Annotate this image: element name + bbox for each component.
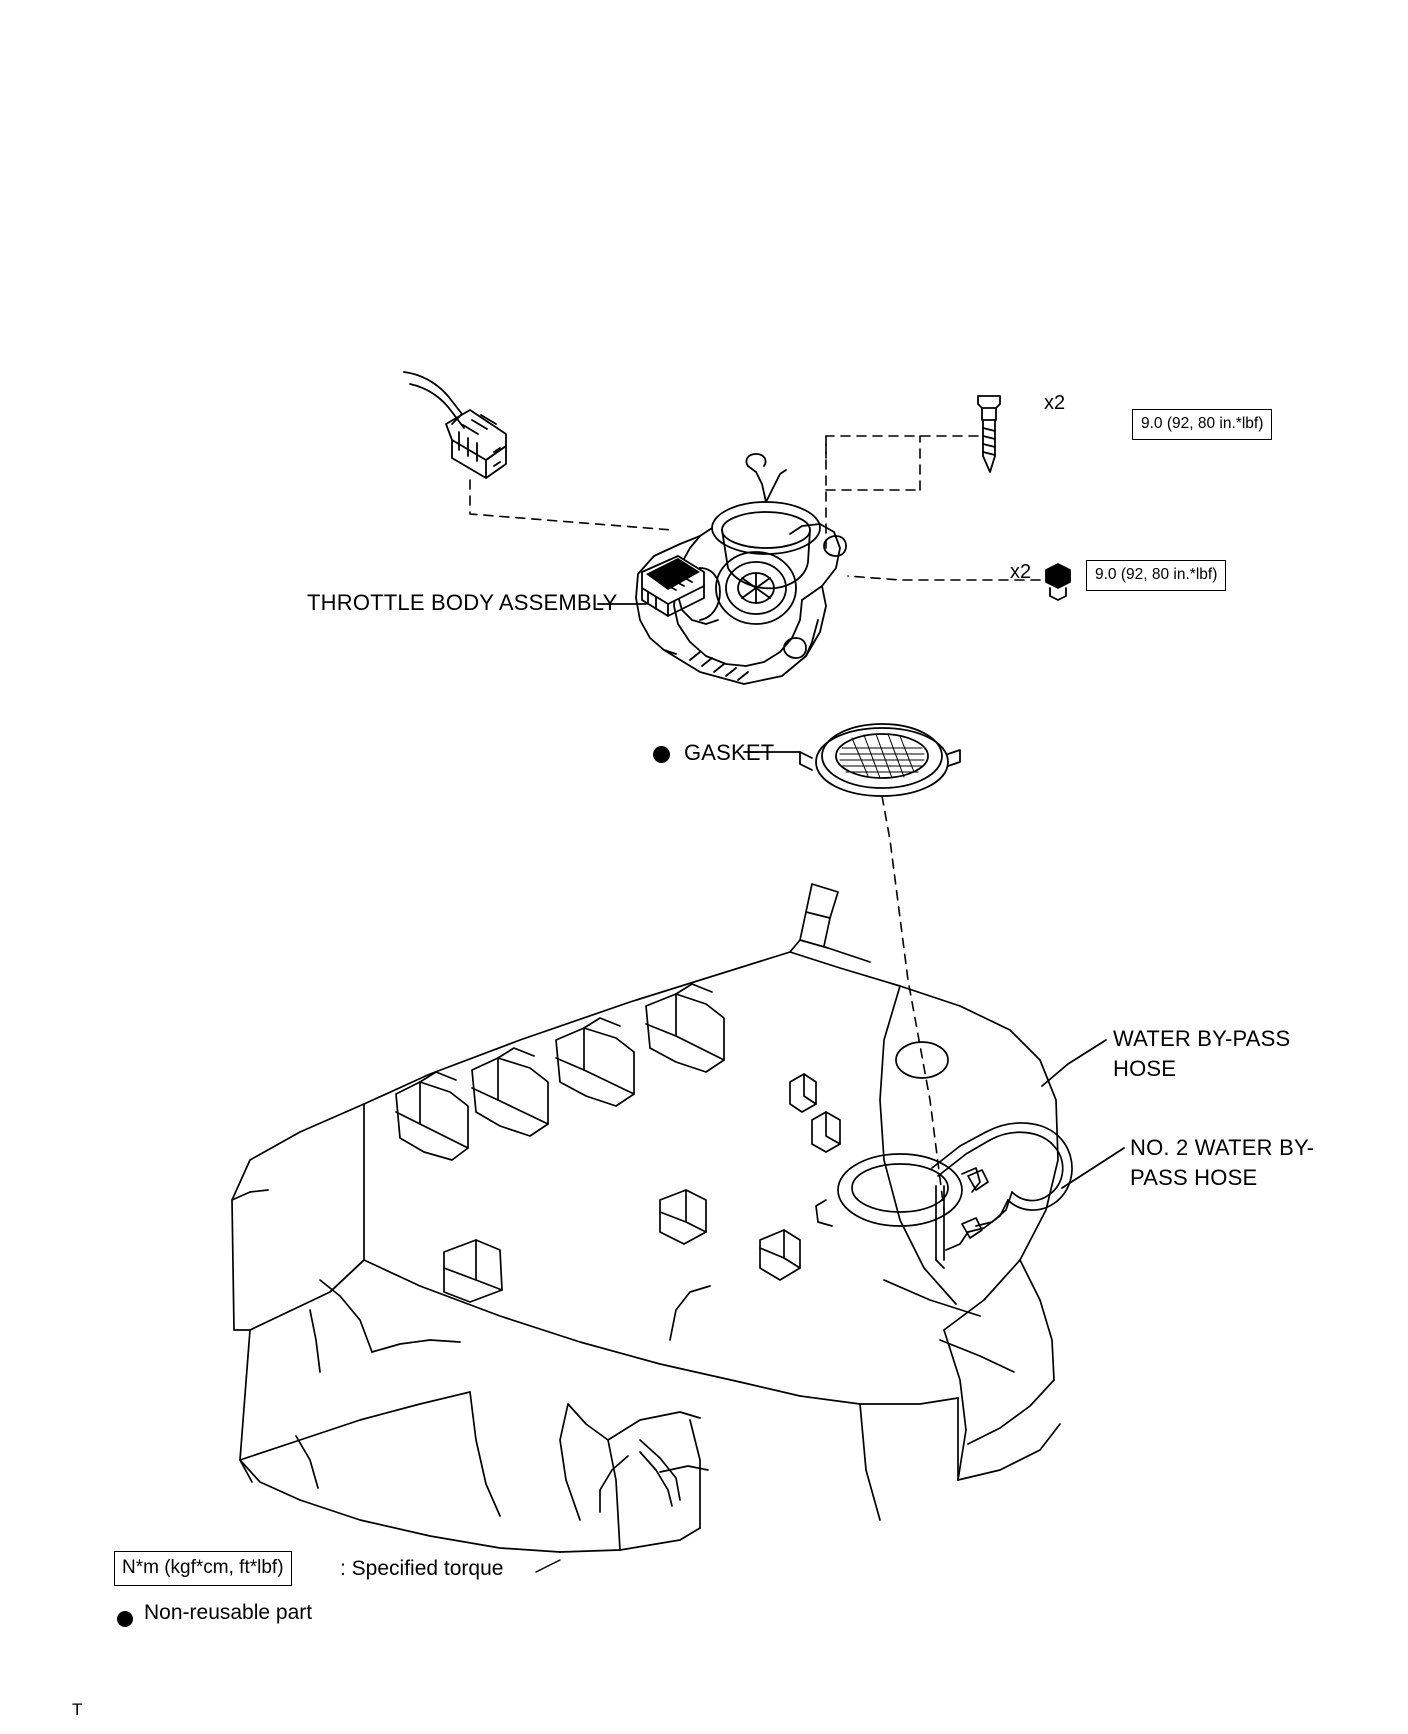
bolt-part — [978, 396, 1000, 472]
gasket-label: GASKET — [684, 740, 775, 765]
nut-quantity-label: x2 — [1010, 561, 1032, 583]
page-corner-mark: T — [72, 1700, 83, 1719]
throttle-body-label: THROTTLE BODY ASSEMBLY — [307, 590, 618, 615]
non-reusable-legend-icon — [117, 1611, 133, 1627]
engine-assembly — [232, 884, 1072, 1552]
gasket-install-line — [882, 796, 944, 1210]
non-reusable-marker-icon — [653, 746, 670, 763]
bolt-quantity-label: x2 — [1044, 392, 1066, 414]
nut-part — [1046, 564, 1070, 600]
connector-leader-line — [470, 480, 672, 530]
torque-legend-text: : Specified torque — [340, 1557, 504, 1580]
throttle-connector-part — [404, 372, 506, 478]
bolt-leader-line — [826, 436, 978, 548]
bolt-torque-callout: 9.0 (92, 80 in.*lbf) — [1132, 409, 1272, 440]
water-bypass-leader-line — [1042, 1040, 1106, 1086]
gasket-part — [800, 724, 960, 796]
no2-water-bypass-hose-label: NO. 2 WATER BY-PASS HOSE — [1130, 1135, 1315, 1190]
nut-torque-callout: 9.0 (92, 80 in.*lbf) — [1086, 560, 1226, 591]
throttle-body-assembly-part — [636, 454, 846, 684]
non-reusable-legend-text: Non-reusable part — [144, 1601, 313, 1624]
torque-units-legend-box: N*m (kgf*cm, ft*lbf) — [114, 1551, 292, 1586]
water-bypass-hose-label: WATER BY-PASS HOSE — [1113, 1026, 1291, 1081]
